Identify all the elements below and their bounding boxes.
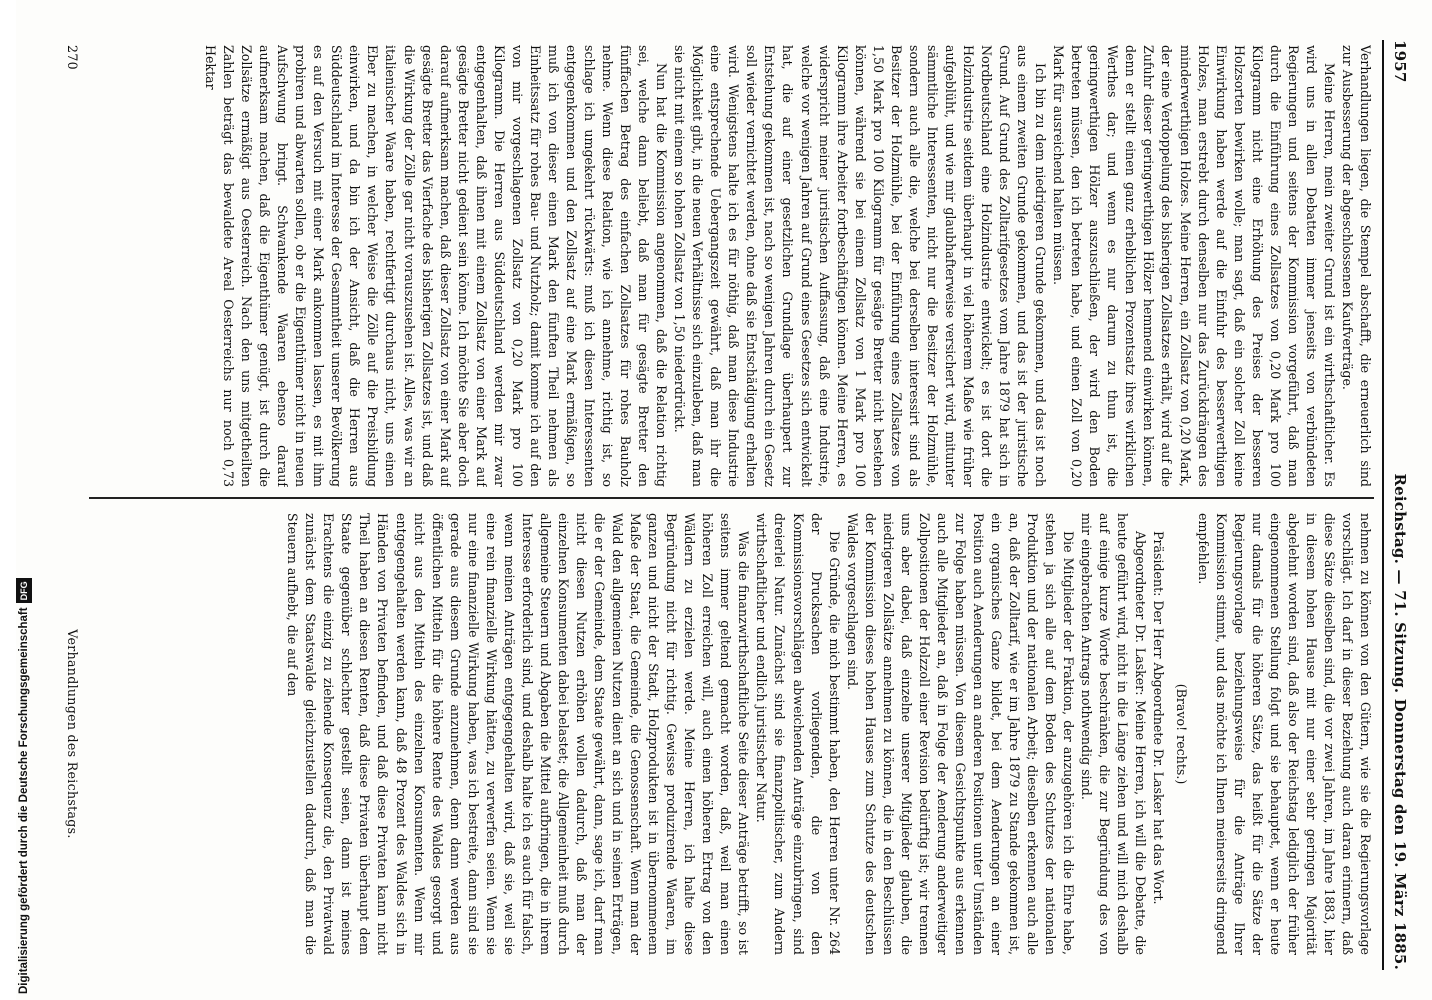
header-running-title: Reichstag. — 71. Sitzung. Donnerstag den 19. März 1885. [1391, 473, 1409, 970]
header-page-number: 1957 [1391, 40, 1409, 83]
page-header [1386, 40, 1414, 970]
digitization-credit-strip [0, 0, 31, 1000]
paragraph: Nun hat die Kommission angenommen, daß die Relation richtig sei, welche dann beliebt, daß man für gesägte Bretter den fünffachen Betrag des einfachen Zollsatzes für rohes Bauholz nehme. Wenn diese Relation, wie ich annehme, richtig ist, so schlage ich umgekehrt rückwärts: muß ich diesen Interessenten entgegenkommen und den Zollsatz auf eine Mark ermäßigen, so muß ich von dieser einen Mark den fünften Theil nehmen als Einheitssatz für rohes Bau- und Nutzholz; damit komme ich auf den von mir vorgeschlagenen Zollsatz von 0,20 Mark pro 100 Kilogramm. Die Herren aus Süddeutschland werden mir zwar entgegenhalten, daß ihnen mit einem Zollsatz von einer Mark auf gesägte Bretter nicht gedient sein könne. Ich möchte Sie aber doch darauf aufmerksam machen, daß dieser Zollsatz von einer Mark auf gesägte Bretter das Vierfache des bisherigen Zollsatzes ist, und daß die Wirkung der Zölle gar nicht vorauszusehen ist. Alles, was wir an italienischer Waare haben, rechtfertigt durchaus nicht, uns einen Eber zu machen, in welcher Weise die Zölle auf die Preisbildung einwirken, und da bin ich der Ansicht, daß die Herren aus Süddeutschland im Interesse der Gesammtheit unserer Bevölkerung es auf den Versuch mit einer Mark ankommen lassen, es mit ihm probiren und abwarten sollen, ob er die Eigenthümer nicht in neuen Aufschwung bringt. Schwankende Waaren ebenso darauf aufmerksam machen, daß die Eigenthümer genügt, ist durch die Zollsätze ermäßigt aus Oesterreich. Nach den uns mitgetheilten Zahlen beträgt das bewaldete Areal Oesterreichs nur noch 0,73 Hektar [203, 45, 670, 487]
footer-signature: 270 [65, 45, 80, 70]
dfg-logo: DFG [16, 578, 32, 603]
applause-note: (Bravo! rechts.) [1173, 683, 1189, 785]
column-divider [89, 497, 1374, 499]
paragraph-president: Präsident: Der Herr Abgeordnete Dr. Lasker hat das Wort. [1151, 531, 1167, 905]
paragraph: Was die finanzwirthschaftliche Seite dieser Anträge betrifft, so ist seitens immer geltend gemacht worden, daß, weil man einen höheren Zoll erreichen will, auch einen höheren Ertrag von den Wäldern zu erzielen werde. Meine Herren, ich halte diese Begründung nicht für richtig. Gewisse produzirende Waaren, im ganzen und nicht der Stadt, Holzprodukten ist in übernommenem Maße der Staat, die Gemeinde, die Genossenschaft. Wenn man der Wald den allgemeinen Nutzen dient an sich und in seinen Erträgen, die er der Gemeinde, dem Staate gewährt, dann, sage ich, darf man nicht diesen Nutzen erhöhen wollen dadurch, daß man der einzelnen Konsumenten dabei belastet; die Allgemeinheit muß durch allgemeine Steuern und Abgaben die Mittel aufbringen, die in ihrem Interesse erforderlich sind, und deshalb halte ich es auch für falsch, wenn meinen Anträgen entgegengehalten wird, daß sie, weil sie eine rein finanzielle Wirkung hätten, zu verwerfen seien. Wenn sie nur eine finanzielle Wirkung haben, was ich bestreite, dann sind sie gerade aus diesem Grunde anzunehmen, denn dann werden aus öffentlichen Mitteln für die höhere Rente des Waldes gesorgt und nicht aus den Mitteln des einzelnen Konsumenten. Wenn mir entgegengehalten werden kann, daß 48 Prozent des Waldes sich in Händen von Privaten befinden, und daß diese Privaten kann nicht Theil haben an diesen Renten, daß diese Privaten überhaupt dem Staate gegenüber schlechter gestellt seien, dann ist meines Erachtens die einzig zu ziehende Konsequenz die, den Privatwald zunächst dem Staatswalde gleichzustellen dadurch, daß man die Steuern aufhebt, die auf den [285, 513, 752, 955]
paragraph: Die Mitglieder der Fraktion, der anzugehören ich die Ehre habe, stehen ja sich alle auf dem Boden des Schutzes der nationalen Produktion und der nationalen Arbeit; dieselben erkennen auch alle an, daß der Zolltarif, wie er im Jahre 1879 zu Stande gekommen ist, ein organisches Ganze bildet, bei dem Aenderungen an einer Position auch Aenderungen an anderen Positionen unter Umständen zur Folge haben müssen. Von diesem Gesichtspunkte aus erkennen auch alle Mitglieder an, daß in Folge der Aenderung anderweitiger Zollpositionen der Holzzoll einer Revision bedürftig ist; wir trennen uns aber dabei, daß einzelne unserer Mitglieder glauben, die niedrigeren Zollsätze annehmen zu können, die in den Beschlüssen der Kommission dieses hohen Hauses zum Schutze des deutschen Waldes vorgeschlagen sind. [844, 513, 1077, 955]
paragraph: Ich bin zu dem niedrigeren Grunde gekommen, und das ist noch aus einem zweiten Grunde gekommen, und das ist der juristische Grund. Auf Grund des Zolltarifgesetzes vom Jahre 1879 hat sich in Nordbeutschland eine Holzindustrie entwickelt; es ist dort die Holzindustrie seitdem überhaupt in viel höherem Maße wie früher aufgeblüht, und wie mir glaubhafterweise versichert wird, mitunter sämmtliche Interessenten, nicht nur die Besitzer der Holzmühle, sondern auch alle die, welche bei derselben interessirt sind als Besitzer der Holzmühle, bei der Einführung eines Zollsatzes von 1,50 Mark pro 100 Kilogramm für gesägte Bretter nicht bestehen können, während sie bei einem Zollsatz von 1 Mark pro 100 Kilogramm ihre Arbeiter fortbeschäftigen können. Meine Herren, es widerspricht meiner juristischen Auffassung, daß eine Industrie, welche vor wenigen Jahren auf Grund eines Gesetzes sich entwickelt hat, die auf einer gesetzlichen Grundlage überhaupert zur Entstehung gekommen ist, nach so wenigen Jahren durch ein Gesetz soll wieder vernichtet werden, ohne daß sie Entschädigung erhalten wird. Wenigstens halte ich es für nöthig, daß man diese Industrie eine entsprechende Uebergangszeit gewährt, daß man ihr die Möglichkeit gibt, in die neuen Verhältnisse sich einzuleben, daß man sie nicht mit einem so hohen Zollsatz von 1,50 niederdrückt. [672, 45, 1049, 487]
paragraph: Meine Herren, mein zweiter Grund ist ein wirthschaftlicher. Es wird uns in allen Debatten immer jenseits von verbündeten Regierungen und seitens der Kommission vorgeführt, daß man durch die Einführung eines Zollsatzes von 0,20 Mark pro 100 Kilogramm nicht eine Erhöhung des Preises der besseren Holzsorten bewirken wolle; man sagt, daß ein solcher Zoll keine Einwirkung haben werde auf die Einfuhr des besserwerthigen Holzes, man erstrebt durch denselben nur das Zurückdrängen des minderwerthigen Holzes. Meine Herren, ein Zollsatz von 0,20 Mark, der eine Verdoppelung des bisherigen Zollsatzes erhält, wird auf die Zufuhr dieser geringwerthigen Hölzer hemmend einwirken können, denn er stellt einen ganz erheblichen Prozentsatz ihres wirklichen Werthes dar; und wenn es nur darum zu thun ist, die geringwerthigen Hölzer auszuschließen, der wird den Boden betreten müssen, den ich betreten habe, und einen Zoll von 0,20 Mark für ausreichend halten müssen. [1051, 45, 1337, 487]
digitization-credit: Digitalisierung gefördert durch die Deutsche Forschungsgemeinschaft [18, 607, 31, 994]
paragraph: Die Gründe, die mich bestimmt haben, den Herren unter Nr. 264 der Drucksachen vorliegenden, die von den Kommissionsvorschlägen abweichenden Anträge einzubringen, sind dreierlei Natur. Zunächst sind sie finanzpolitischer, zum Andern wirthschaftlicher und endlich juristischer Natur. [754, 513, 842, 955]
paragraph-speaker: Abgeordneter Dr. Lasker: Meine Herren, ich will die Debatte, die heute geführt wird, nicht in die Länge ziehen und will mich deshalb auf einige kurze Worte beschränken, die zur Begründung des von mir eingebrachten Antrags nothwendig sind. [1079, 513, 1149, 955]
paragraph: Verhandlungen liegen, die Stempel abschafft, die erneuerlich sind zur Ausbesserung der abgeschlossenen Kaufverträge. [1339, 45, 1373, 487]
paragraph: nehmen zu können von den Gütern, wie sie die Regierungsvorlage vorschlägt. Ich darf in dieser Beziehung auch daran erinnern, daß diese Sätze dieselben sind, die vor zwei Jahren, im Jahre 1883, hier in diesem hohen Hause mit nur einer sehr geringen Majorität abgelehnt worden sind, daß also der Reichstag lediglich der früher eingenommenen Stellung folgt und sie behauptet, wenn er heute nur damals für die höheren Sätze, das heißt für die Sätze der Regierungsvorlage beziehungsweise für die Anträge Ihrer Kommission stimmt, und das möchte ich Ihnen meinerseits dringend empfehlen. [1195, 513, 1373, 955]
footer-publication: Verhandlungen des Reichstags. [65, 629, 80, 839]
text-column-left [89, 45, 1374, 487]
header-rule [1382, 40, 1384, 970]
text-column-right [89, 513, 1374, 955]
